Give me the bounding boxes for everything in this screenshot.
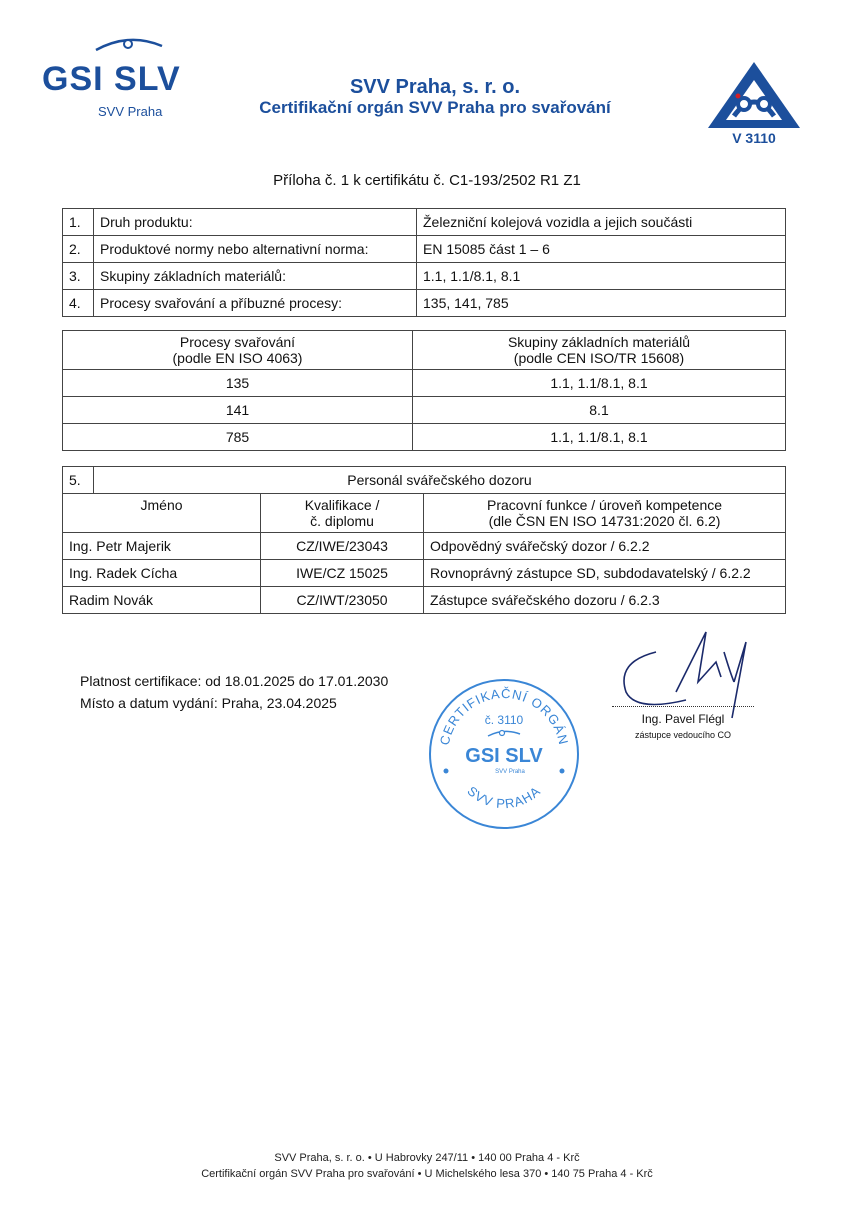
- signature-icon: [606, 622, 766, 722]
- footer-address-2: Certifikační orgán SVV Praha pro svařování • U Michelského lesa 370 • 140 75 Praha 4 - Krč: [201, 1168, 653, 1180]
- org-subtitle: Certifikační orgán SVV Praha pro svařování: [259, 98, 611, 117]
- table-title-row: 5. Personál svářečského dozoru: [63, 467, 786, 494]
- table-row: Ing. Petr Majerik CZ/IWE/23043 Odpovědný svářečský dozor / 6.2.2: [63, 533, 786, 560]
- table-row: 2. Produktové normy nebo alternativní norma: EN 15085 část 1 – 6: [63, 236, 786, 263]
- gsi-slv-logo: [42, 36, 192, 126]
- stamp-logo: GSI SLV: [465, 745, 543, 767]
- table-row: 4. Procesy svařování a příbuzné procesy: 135, 141, 785: [63, 290, 786, 317]
- signature-line: [612, 706, 754, 707]
- signatory-role: zástupce vedoucího CO: [634, 730, 732, 740]
- table-row: 785 1.1, 1.1/8.1, 8.1: [63, 424, 786, 451]
- table-header: Jméno Kvalifikace / č. diplomu Pracovní funkce / úroveň kompetence (dle ČSN EN ISO 14731:2020 čl. 6.2): [63, 494, 786, 533]
- footer-address-1: SVV Praha, s. r. o. • U Habrovky 247/11 • 140 00 Praha 4 - Krč: [274, 1152, 580, 1164]
- validity-info: [80, 670, 388, 714]
- logo-text: GSI SLV: [42, 60, 181, 98]
- stamp-number: č. 3110: [484, 713, 524, 727]
- table-row: 3. Skupiny základních materiálů: 1.1, 1.1/8.1, 8.1: [63, 263, 786, 290]
- table-row: 141 8.1: [63, 397, 786, 424]
- process-table: [62, 330, 786, 451]
- table-header: Procesy svařování (podle EN ISO 4063) Skupiny základních materiálů (podle CEN ISO/TR 15608): [63, 331, 786, 370]
- stamp-bottom-text: SVV PRAHA: [464, 783, 544, 812]
- personnel-table: [62, 466, 786, 614]
- certification-stamp: [426, 676, 582, 832]
- logo-sub: SVV Praha: [98, 104, 163, 119]
- table-row: Ing. Radek Cícha IWE/CZ 15025 Rovnoprávný zástupce SD, subdodavatelský / 6.2.2: [63, 560, 786, 587]
- table-row: 1. Druh produktu: Železniční kolejová vozidla a jejich součásti: [63, 209, 786, 236]
- validity-period: Platnost certifikace: od 18.01.2025 do 17.01.2030: [80, 673, 389, 689]
- stamp-logo-sub: SVV Praha: [495, 769, 525, 775]
- stamp-top-text: CERTIFIKAČNÍ ORGÁN: [436, 685, 572, 747]
- product-table: [62, 208, 786, 317]
- org-title: SVV Praha, s. r. o.: [349, 76, 521, 98]
- signatory-name: Ing. Pavel Flégl: [641, 712, 725, 726]
- table-row: 135 1.1, 1.1/8.1, 8.1: [63, 370, 786, 397]
- table-row: Radim Novák CZ/IWT/23050 Zástupce svářečského dozoru / 6.2.3: [63, 587, 786, 614]
- logo-arc-icon: [94, 36, 164, 58]
- annex-title: Příloha č. 1 k certifikátu č. C1-193/2502 R1 Z1: [273, 172, 581, 189]
- badge-label: V 3110: [732, 130, 776, 146]
- issue-place-date: Místo a datum vydání: Praha, 23.04.2025: [80, 695, 337, 711]
